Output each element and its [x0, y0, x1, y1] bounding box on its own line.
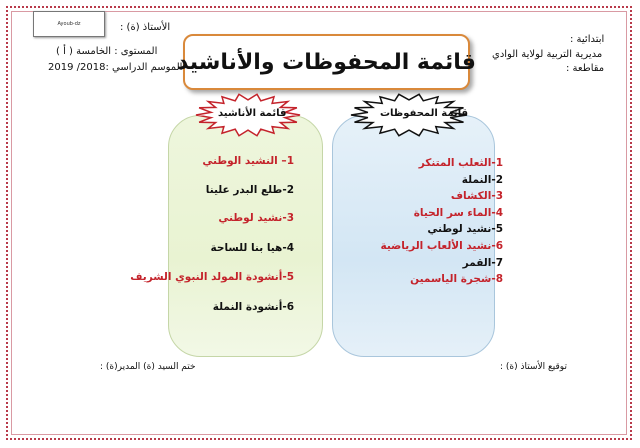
- page-title: قائمة المحفوظات والأناشيد: [177, 49, 476, 75]
- mahfouzat-item: 3-الكشاف: [450, 190, 503, 202]
- teacher-signature-label: توقيع الأستاذ (ة) :: [500, 362, 567, 372]
- school-label: ابتدائية :: [570, 34, 605, 45]
- anasheed-item: 6-أنشودة النملة: [212, 301, 294, 313]
- anasheed-item: 2-طلع البدر علينا: [205, 184, 294, 196]
- mahfouzat-item: 6-نشيد الألعاب الرياضية: [380, 240, 503, 252]
- logo-text: Ayoub-dz: [57, 21, 81, 27]
- anasheed-item: 5-أنشودة المولد النبوي الشريف: [130, 271, 294, 283]
- mahfouzat-item: 1-الثعلب المتنكر: [418, 157, 503, 169]
- anasheed-heading: قائمة الأناشيد: [218, 108, 287, 119]
- mahfouzat-item: 7-القمر: [462, 257, 503, 269]
- district-label: مقاطعة :: [566, 63, 605, 74]
- mahfouzat-panel: [332, 115, 495, 357]
- anasheed-item: 3-نشيد لوطني: [218, 212, 294, 224]
- school-year-label: الموسم الدراسي :2018/ 2019: [48, 62, 183, 73]
- logo: [33, 11, 105, 37]
- directorate-label: مديرية التربية لولاية الوادي: [492, 49, 603, 60]
- anasheed-item: 1– النشيد الوطني: [202, 155, 294, 167]
- level-label: المستوى : الخامسة ( أ ): [56, 46, 158, 57]
- title-box: [177, 34, 476, 90]
- mahfouzat-item: 5-نشيد لوطني: [427, 223, 503, 235]
- mahfouzat-item: 2-النملة: [461, 174, 503, 186]
- principal-stamp-label: ختم السيد (ة) المدير(ة) :: [100, 362, 196, 372]
- mahfouzat-heading: قائمة المحفوظات: [380, 108, 469, 119]
- teacher-label: الأستاذ (ة) :: [120, 22, 171, 33]
- anasheed-panel: [168, 115, 323, 357]
- mahfouzat-item: 4-الماء سر الحياة: [413, 207, 503, 219]
- anasheed-item: 4-هيا بنا للساحة: [210, 242, 294, 254]
- mahfouzat-item: 8-شجرة الياسمين: [410, 273, 503, 285]
